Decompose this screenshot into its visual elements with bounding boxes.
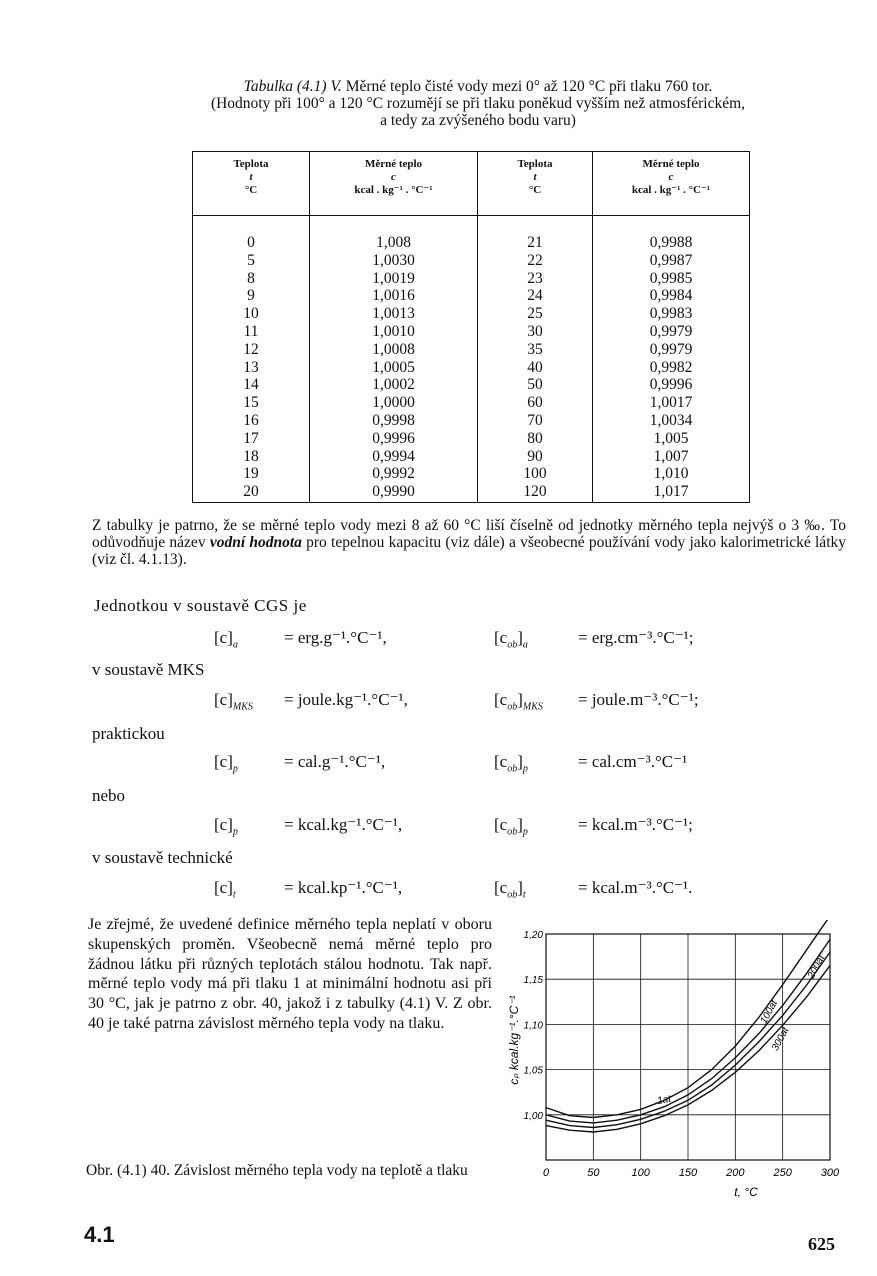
table-cell: 0,9994 xyxy=(372,447,415,465)
table-cell: 14 xyxy=(243,376,259,394)
table-cell: 1,0019 xyxy=(372,269,415,287)
table-cell: 8 xyxy=(247,269,255,287)
table-cell: 1,005 xyxy=(653,429,689,447)
units-label: nebo xyxy=(92,786,126,805)
header-specific-heat-1: Měrné teplo c kcal . kg⁻¹ . °C⁻¹ xyxy=(310,152,478,216)
units-label: v soustavě technické xyxy=(92,848,233,867)
table-cell: 21 xyxy=(527,234,543,251)
unit-c-value: = kcal.kg⁻¹.°C⁻¹, xyxy=(284,815,403,834)
table-cell: 17 xyxy=(243,429,259,447)
units-label: praktickou xyxy=(92,724,165,743)
table-caption xyxy=(104,78,852,129)
table-cell: 1,0034 xyxy=(649,411,693,429)
unit-cob-symbol: $[c_{ob}]_a$ xyxy=(494,628,528,651)
units-label: v soustavě MKS xyxy=(92,660,205,679)
table-cell: 23 xyxy=(527,269,543,287)
unit-c-symbol: $[c]_p$ xyxy=(214,752,238,775)
table-cell: 0,9987 xyxy=(649,251,693,269)
table-cell: 0,9979 xyxy=(649,340,693,358)
table-cell: 0,9984 xyxy=(649,287,693,305)
unit-c-symbol: $[c]_p$ xyxy=(214,815,238,838)
chart-grid xyxy=(546,934,830,1160)
series-label: 300at xyxy=(769,1025,792,1053)
table-cell: 1,0008 xyxy=(372,340,415,358)
y-tick-label: 1,05 xyxy=(523,1065,543,1077)
series-label: 1at xyxy=(656,1093,672,1107)
table-cell: 1,0016 xyxy=(372,287,415,305)
table-cell: 0,9982 xyxy=(649,358,693,376)
table-cell: 1,010 xyxy=(653,465,689,483)
table-cell: 0,9996 xyxy=(649,376,693,394)
table-cell: 80 xyxy=(527,429,543,447)
table-cell: 40 xyxy=(527,358,543,376)
units-intro: Jednotkou v soustavě CGS je xyxy=(94,596,307,615)
table-cell: 9 xyxy=(247,287,255,305)
unit-cob-symbol: $[c_{ob}]_t$ xyxy=(494,878,526,901)
table-cell: 1,0000 xyxy=(372,394,415,412)
table-cell: 50 xyxy=(527,376,543,394)
table-caption-line1: Měrné teplo čisté vody mezi 0° až 120 °C při tlaku 760 tor. xyxy=(345,78,713,95)
table-cell: 19 xyxy=(243,465,259,483)
table-cell: 1,0013 xyxy=(372,305,415,323)
table-cell: 1,0002 xyxy=(372,376,415,394)
x-tick-label: 50 xyxy=(587,1167,600,1179)
table-cell: 0,9983 xyxy=(649,305,693,323)
table-cell: 100 xyxy=(523,465,547,483)
x-tick-label: 100 xyxy=(631,1167,650,1179)
table-cell: 5 xyxy=(247,251,255,269)
table-cell: 30 xyxy=(527,322,543,340)
table-cell: 16 xyxy=(243,411,259,429)
table-cell: 1,007 xyxy=(653,447,689,465)
unit-c-value: = erg.g⁻¹.°C⁻¹, xyxy=(284,628,387,647)
table-cell: 0,9985 xyxy=(649,269,693,287)
y-tick-label: 1,00 xyxy=(523,1110,543,1122)
unit-c-symbol: $[c]_{MKS}$ xyxy=(214,690,253,713)
section-number: 4.1 xyxy=(84,1222,115,1247)
table-body-row xyxy=(193,216,750,503)
term-water-value: vodní hodnota xyxy=(209,534,302,551)
paragraph-water-value: Z tabulky je patrno, že se měrné teplo vody mezi 8 až 60 °C liší číselně od jednotky měrného tepla nejvýš o 3 ‰. To odůvodňuje název vodní hodnota pro tepelnou kapacitu (viz dále) a všeobecné používání vody jako kalorimetrické látky (viz čl. 4.1.13). xyxy=(92,517,846,568)
unit-c-value: = cal.g⁻¹.°C⁻¹, xyxy=(284,752,386,771)
table-cell: 0,9992 xyxy=(372,465,415,483)
unit-cob-value: = kcal.m⁻³.°C⁻¹. xyxy=(578,878,693,897)
x-tick-label: 150 xyxy=(678,1167,698,1179)
column-temperature-1 xyxy=(193,216,310,503)
header-temperature-1: Teplota t °C xyxy=(193,152,310,216)
unit-c-value: = kcal.kp⁻¹.°C⁻¹, xyxy=(284,878,403,897)
table-cell: 0 xyxy=(247,234,255,251)
table-cell: 11 xyxy=(243,322,259,340)
series-label: 200at xyxy=(805,953,828,981)
x-tick-label: 300 xyxy=(820,1167,840,1179)
table-cell: 24 xyxy=(527,287,543,305)
unit-cob-value: = joule.m⁻³.°C⁻¹; xyxy=(578,690,699,709)
unit-cob-value: = cal.cm⁻³.°C⁻¹ xyxy=(578,752,688,771)
chart-y-label: cₚ kcal.kg⁻¹.°C⁻¹ xyxy=(507,995,521,1085)
table-cell: 12 xyxy=(243,340,259,358)
y-tick-label: 1,10 xyxy=(523,1020,543,1032)
unit-cob-symbol: $[c_{ob}]_p$ xyxy=(494,752,528,775)
specific-heat-table xyxy=(192,151,750,503)
table-cell: 1,0010 xyxy=(372,322,415,340)
table-header-row xyxy=(193,152,750,216)
page-number: 625 xyxy=(808,1234,835,1254)
header-specific-heat-2: Měrné teplo c kcal . kg⁻¹ . °C⁻¹ xyxy=(593,152,750,216)
y-tick-label: 1,20 xyxy=(523,930,543,941)
table-cell: 22 xyxy=(527,251,543,269)
table-cell: 20 xyxy=(243,483,259,501)
paragraph-pressure-dependence: Je zřejmé, že uvedené definice měrného tepla neplatí v oboru skupenských proměn. Všeobecně nemá měrné teplo pro žádnou látku při různých teplotách stálou hodnotu. Tak např. měrné teplo vody má při tlaku 1 at minimální hodnotu asi při 30 °C, jak je patrno z obr. 40, jakož i z tabulky (4.1) V. Z obr. 40 je také patrna závislost měrného tepla vody na tlaku. xyxy=(88,916,492,1032)
table-cell: 0,9979 xyxy=(649,322,693,340)
table-caption-line2: (Hodnoty při 100° a 120 °C rozumějí se při tlaku poněkud vyšším než atmosférickém, xyxy=(210,95,746,112)
column-specific-heat-2 xyxy=(593,216,750,503)
table-cell: 1,008 xyxy=(376,234,411,251)
table-cell: 13 xyxy=(243,358,259,376)
table-cell: 1,0030 xyxy=(372,251,415,269)
table-cell: 90 xyxy=(527,447,543,465)
table-caption-line3: a tedy za zvýšeného bodu varu) xyxy=(380,112,576,129)
table-cell: 120 xyxy=(523,483,547,501)
column-temperature-2 xyxy=(478,216,593,503)
table-cell: 1,0005 xyxy=(372,358,415,376)
header-temperature-2: Teplota t °C xyxy=(478,152,593,216)
table-cell: 10 xyxy=(243,305,259,323)
table-cell: 15 xyxy=(243,394,259,412)
x-tick-label: 250 xyxy=(773,1167,792,1179)
table-cell: 60 xyxy=(527,394,543,412)
table-cell: 1,017 xyxy=(653,483,689,501)
chart-ticks xyxy=(524,930,841,1179)
unit-cob-symbol: $[c_{ob}]_{MKS}$ xyxy=(494,690,543,713)
table-caption-lead: Tabulka (4.1) V. xyxy=(243,78,342,95)
table-cell: 0,9990 xyxy=(372,483,415,501)
unit-c-value: = joule.kg⁻¹.°C⁻¹, xyxy=(284,690,408,709)
unit-c-symbol: $[c]_t$ xyxy=(214,878,236,901)
table-cell: 0,9988 xyxy=(649,234,693,251)
unit-c-symbol: $[c]_a$ xyxy=(214,628,238,651)
table-cell: 18 xyxy=(243,447,259,465)
chart-x-label: t, °C xyxy=(734,1185,758,1199)
table-cell: 35 xyxy=(527,340,543,358)
table-cell: 0,9998 xyxy=(372,411,415,429)
table-cell: 25 xyxy=(527,305,543,323)
figure-caption: Obr. (4.1) 40. Závislost měrného tepla vody na teplotě a tlaku xyxy=(86,1162,468,1179)
specific-heat-chart xyxy=(500,920,850,1200)
y-tick-label: 1,15 xyxy=(523,975,543,987)
unit-cob-symbol: $[c_{ob}]_p$ xyxy=(494,815,528,838)
x-tick-label: 0 xyxy=(542,1167,550,1179)
table-cell: 1,0017 xyxy=(649,394,693,412)
series-label: 100at xyxy=(758,998,781,1026)
unit-cob-value: = kcal.m⁻³.°C⁻¹; xyxy=(578,815,693,834)
table-cell: 70 xyxy=(527,411,543,429)
unit-cob-value: = erg.cm⁻³.°C⁻¹; xyxy=(578,628,694,647)
column-specific-heat-1 xyxy=(310,216,478,503)
table-cell: 0,9996 xyxy=(372,429,415,447)
x-tick-label: 200 xyxy=(726,1167,745,1179)
